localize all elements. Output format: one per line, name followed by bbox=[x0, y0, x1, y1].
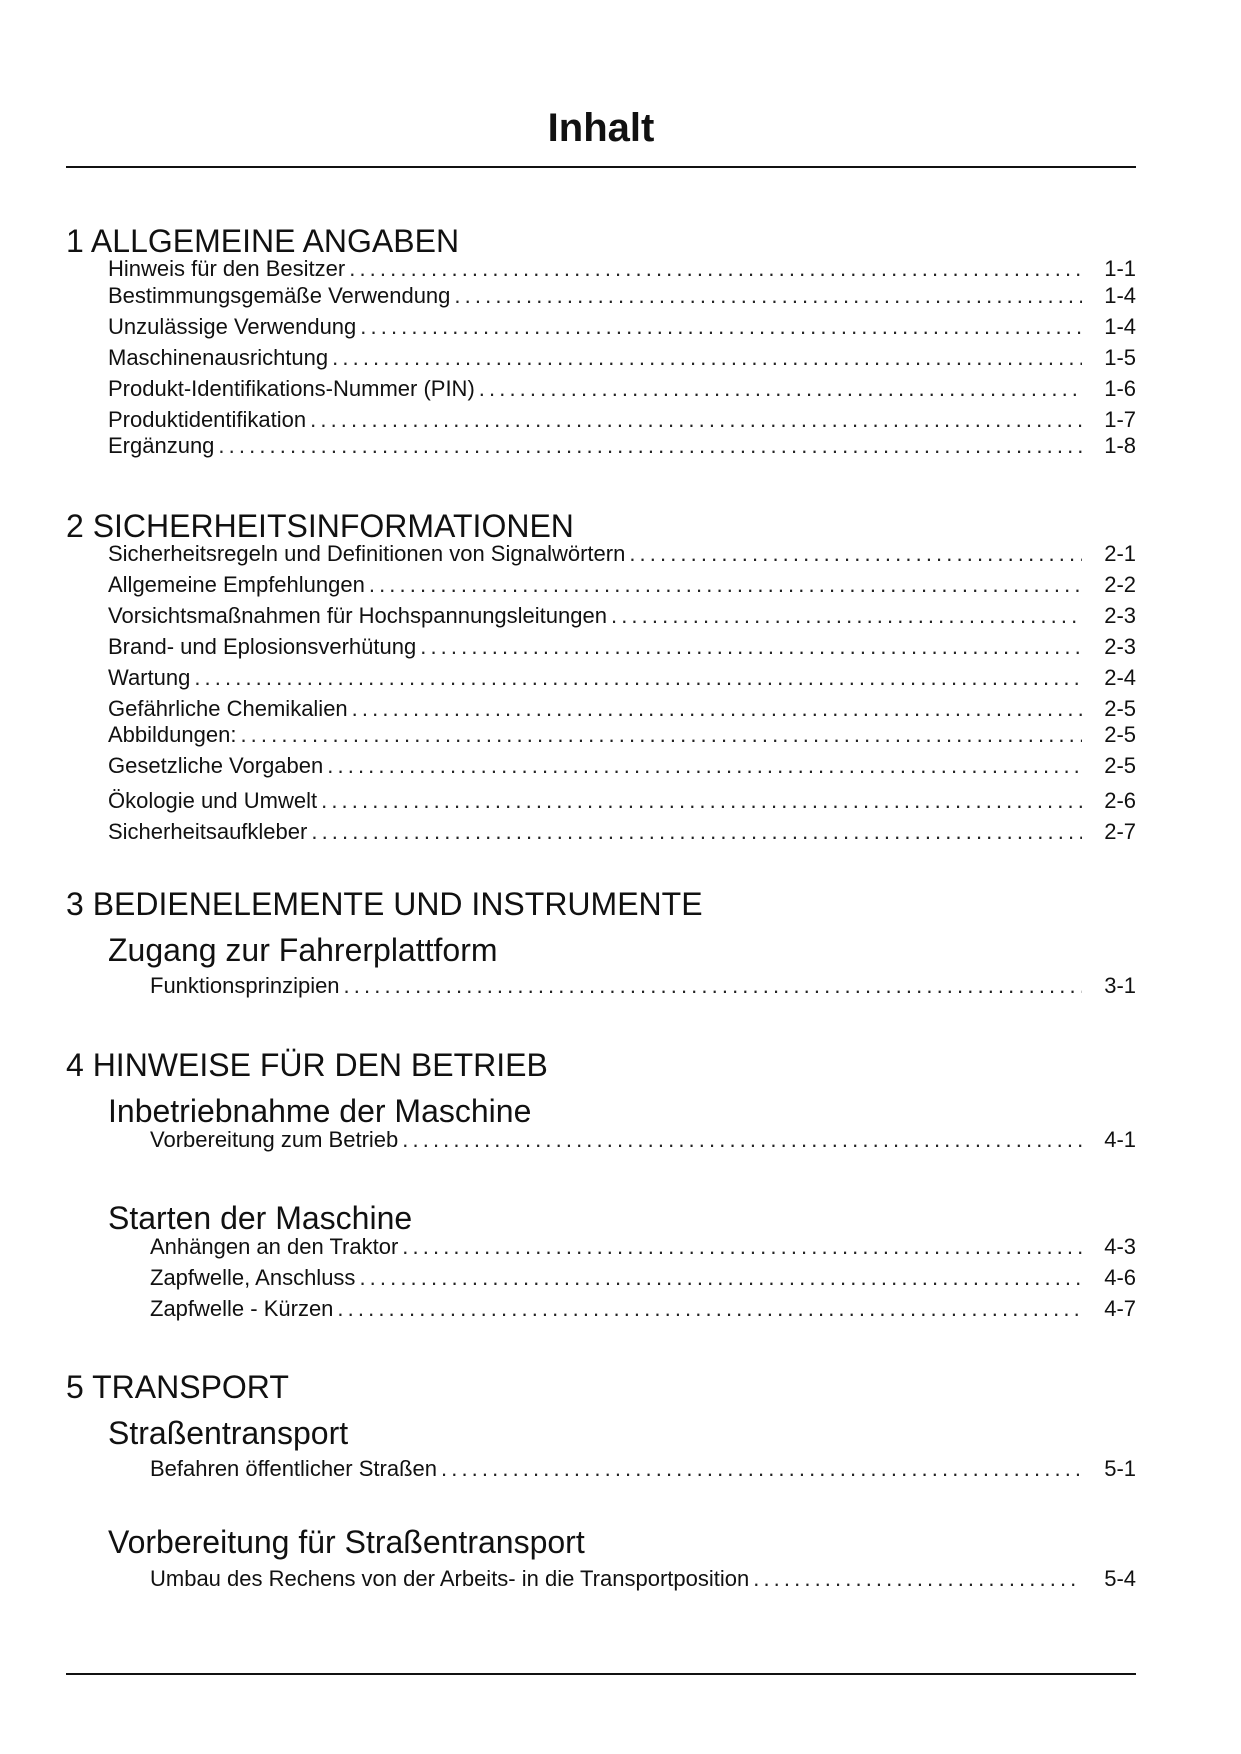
toc-entry[interactable] bbox=[150, 972, 1136, 1000]
toc-entry[interactable] bbox=[150, 1455, 1136, 1483]
toc-entry-label: Brand- und Eplosionsverhütung bbox=[108, 634, 417, 659]
dot-leader bbox=[310, 406, 1082, 434]
toc-entry[interactable] bbox=[108, 664, 1136, 692]
chapter-heading: 5 TRANSPORT bbox=[66, 1369, 289, 1405]
toc-entry[interactable] bbox=[108, 432, 1136, 460]
toc-entry[interactable] bbox=[108, 818, 1136, 846]
toc-entry-label: Ökologie und Umwelt bbox=[108, 788, 318, 813]
dot-leader bbox=[218, 432, 1082, 460]
toc-entry-label: Produkt-Identifikations-Nummer (PIN) bbox=[108, 376, 475, 401]
toc-entry-label: Produktidentifikation bbox=[108, 407, 307, 432]
toc-page-number: 5-4 bbox=[1104, 1566, 1136, 1591]
dot-leader bbox=[240, 721, 1082, 749]
section-heading: Inbetriebnahme der Maschine bbox=[108, 1093, 532, 1129]
toc-entry[interactable] bbox=[150, 1565, 1136, 1593]
toc-entry-label: Sicherheitsregeln und Definitionen von Signalwörtern bbox=[108, 541, 626, 566]
dot-leader bbox=[194, 664, 1082, 692]
toc-page-number: 5-1 bbox=[1104, 1456, 1136, 1481]
toc-page-number: 2-2 bbox=[1104, 572, 1136, 597]
toc-entry-label: Zapfwelle, Anschluss bbox=[150, 1265, 356, 1290]
toc-entry-label: Abbildungen: bbox=[108, 722, 237, 747]
dot-leader bbox=[352, 695, 1082, 723]
toc-entry-label: Anhängen an den Traktor bbox=[150, 1234, 399, 1259]
top-divider bbox=[66, 166, 1136, 168]
toc-page-number: 3-1 bbox=[1104, 973, 1136, 998]
toc-entry[interactable] bbox=[150, 1295, 1136, 1323]
toc-page-number: 1-8 bbox=[1104, 433, 1136, 458]
dot-leader bbox=[479, 375, 1082, 403]
dot-leader bbox=[321, 787, 1082, 815]
toc-entry[interactable] bbox=[108, 633, 1136, 661]
dot-leader bbox=[359, 1264, 1082, 1292]
toc-page-number: 2-7 bbox=[1104, 819, 1136, 844]
toc-entry[interactable] bbox=[108, 787, 1136, 815]
toc-entry[interactable] bbox=[108, 721, 1136, 749]
toc-page-number: 2-1 bbox=[1104, 541, 1136, 566]
toc-page-number: 2-6 bbox=[1104, 788, 1136, 813]
toc-entry[interactable] bbox=[108, 406, 1136, 434]
toc-entry[interactable] bbox=[108, 602, 1136, 630]
dot-leader bbox=[629, 540, 1082, 568]
dot-leader bbox=[753, 1565, 1082, 1593]
toc-page-number: 4-3 bbox=[1104, 1234, 1136, 1259]
toc-entry-label: Vorsichtsmaßnahmen für Hochspannungsleitungen bbox=[108, 603, 607, 628]
toc-entry-label: Gefährliche Chemikalien bbox=[108, 696, 348, 721]
toc-entry-label: Allgemeine Empfehlungen bbox=[108, 572, 365, 597]
toc-entry-label: Gesetzliche Vorgaben bbox=[108, 753, 324, 778]
toc-page-number: 1-7 bbox=[1104, 407, 1136, 432]
toc-entry-label: Unzulässige Verwendung bbox=[108, 314, 357, 339]
toc-entry-label: Maschinenausrichtung bbox=[108, 345, 329, 370]
toc-entry-label: Sicherheitsaufkleber bbox=[108, 819, 308, 844]
toc-entry[interactable] bbox=[108, 752, 1136, 780]
toc-page-number: 2-5 bbox=[1104, 696, 1136, 721]
toc-page-number: 4-7 bbox=[1104, 1296, 1136, 1321]
dot-leader bbox=[441, 1455, 1082, 1483]
dot-leader bbox=[611, 602, 1082, 630]
toc-entry[interactable] bbox=[108, 313, 1136, 341]
toc-page-number: 2-5 bbox=[1104, 753, 1136, 778]
toc-entry-label: Hinweis für den Besitzer bbox=[108, 256, 346, 281]
section-heading: Zugang zur Fahrerplattform bbox=[108, 932, 498, 968]
dot-leader bbox=[327, 752, 1082, 780]
toc-page-number: 4-6 bbox=[1104, 1265, 1136, 1290]
page-title: Inhalt bbox=[547, 106, 655, 150]
section-heading: Straßentransport bbox=[108, 1415, 349, 1451]
toc-entry[interactable] bbox=[108, 571, 1136, 599]
toc-entry[interactable] bbox=[108, 344, 1136, 372]
toc-entry-label: Ergänzung bbox=[108, 433, 215, 458]
toc-entry-label: Wartung bbox=[108, 665, 191, 690]
toc-entry[interactable] bbox=[108, 375, 1136, 403]
section-heading: Starten der Maschine bbox=[108, 1200, 413, 1236]
dot-leader bbox=[311, 818, 1082, 846]
dot-leader bbox=[420, 633, 1082, 661]
dot-leader bbox=[344, 972, 1082, 1000]
dot-leader bbox=[349, 255, 1082, 283]
dot-leader bbox=[454, 282, 1082, 310]
toc-entry[interactable] bbox=[108, 695, 1136, 723]
chapter-heading: 1 ALLGEMEINE ANGABEN bbox=[66, 223, 460, 259]
dot-leader bbox=[360, 313, 1082, 341]
toc-entry-label: Zapfwelle - Kürzen bbox=[150, 1296, 334, 1321]
chapter-heading: 3 BEDIENELEMENTE UND INSTRUMENTE bbox=[66, 886, 703, 922]
toc-page-number: 1-4 bbox=[1104, 283, 1136, 308]
toc-entry-label: Vorbereitung zum Betrieb bbox=[150, 1127, 399, 1152]
toc-page-number: 4-1 bbox=[1104, 1127, 1136, 1152]
toc-entry-label: Funktionsprinzipien bbox=[150, 973, 340, 998]
toc-page-number: 2-5 bbox=[1104, 722, 1136, 747]
dot-leader bbox=[369, 571, 1082, 599]
toc-page-number: 1-1 bbox=[1104, 256, 1136, 281]
toc-page-number: 1-6 bbox=[1104, 376, 1136, 401]
dot-leader bbox=[402, 1126, 1082, 1154]
dot-leader bbox=[337, 1295, 1082, 1323]
toc-page-number: 1-5 bbox=[1104, 345, 1136, 370]
toc-entry[interactable] bbox=[108, 255, 1136, 283]
toc-entry-label: Befahren öffentlicher Straßen bbox=[150, 1456, 437, 1481]
bottom-divider bbox=[66, 1673, 1136, 1675]
toc-entry[interactable] bbox=[150, 1233, 1136, 1261]
toc-page-number: 2-4 bbox=[1104, 665, 1136, 690]
toc-page-number: 1-4 bbox=[1104, 314, 1136, 339]
toc-entry[interactable] bbox=[108, 282, 1136, 310]
section-heading: Vorbereitung für Straßentransport bbox=[108, 1524, 585, 1560]
toc-page-number: 2-3 bbox=[1104, 603, 1136, 628]
toc-page-number: 2-3 bbox=[1104, 634, 1136, 659]
dot-leader bbox=[402, 1233, 1082, 1261]
chapter-heading: 2 SICHERHEITSINFORMATIONEN bbox=[66, 508, 574, 544]
toc-entry-label: Umbau des Rechens von der Arbeits- in die Transportposition bbox=[150, 1566, 750, 1591]
dot-leader bbox=[332, 344, 1082, 372]
toc-entry[interactable] bbox=[150, 1126, 1136, 1154]
toc-entry[interactable] bbox=[150, 1264, 1136, 1292]
chapter-heading: 4 HINWEISE FÜR DEN BETRIEB bbox=[66, 1047, 548, 1083]
toc-entry[interactable] bbox=[108, 540, 1136, 568]
toc-entry-label: Bestimmungsgemäße Verwendung bbox=[108, 283, 451, 308]
